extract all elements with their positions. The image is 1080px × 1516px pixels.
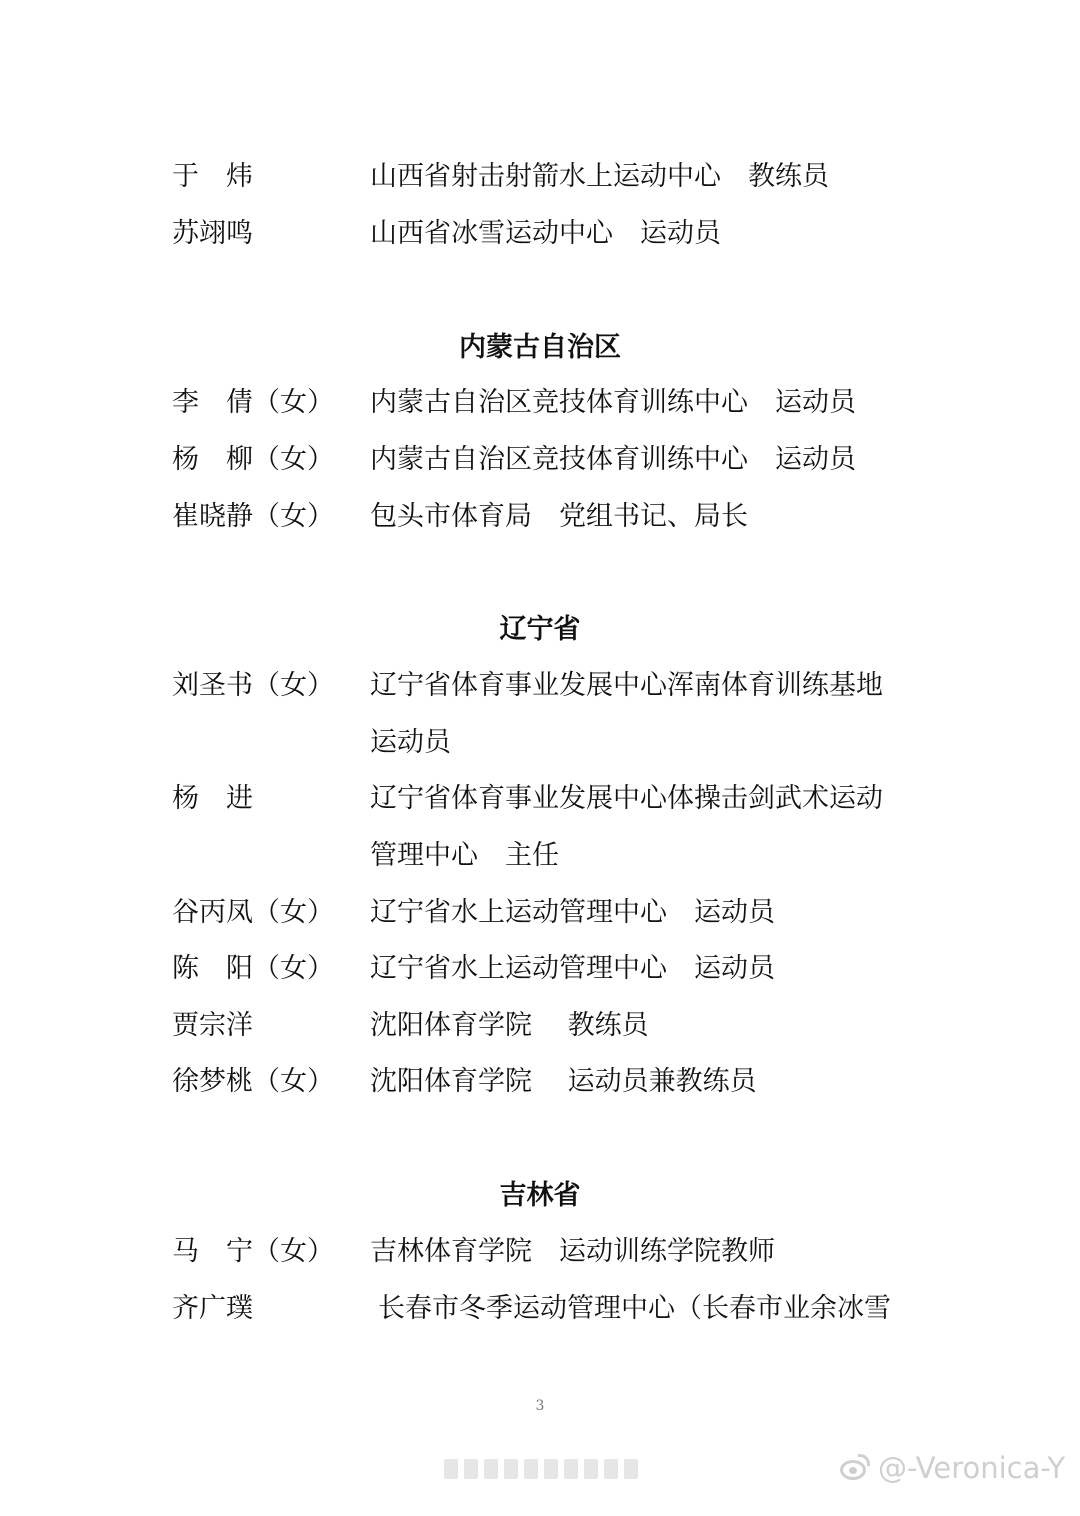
- section-heading: 内蒙古自治区: [459, 332, 621, 363]
- person-affiliation: 吉林体育学院 运动训练学院教师: [370, 1236, 775, 1267]
- person-name: 陈 阳（女）: [172, 953, 334, 984]
- person-affiliation: 辽宁省体育事业发展中心浑南体育训练基地: [370, 670, 883, 701]
- list-item: [0, 666, 1080, 706]
- page-number: 3: [535, 1398, 545, 1414]
- person-name: 徐梦桃（女）: [172, 1066, 334, 1097]
- section-heading: 吉林省: [499, 1180, 581, 1211]
- person-name: 崔晓静（女）: [172, 501, 334, 532]
- person-name: 杨 进: [172, 783, 253, 814]
- list-item-continuation: [0, 723, 1080, 763]
- person-affiliation: 运动员: [370, 727, 451, 758]
- list-item: [0, 157, 1080, 197]
- section-heading: 辽宁省: [499, 614, 581, 645]
- person-affiliation: 山西省冰雪运动中心 运动员: [370, 218, 721, 249]
- person-affiliation: 沈阳体育学院 教练员: [370, 1010, 649, 1041]
- person-affiliation: 辽宁省水上运动管理中心 运动员: [370, 897, 775, 928]
- list-item: [0, 440, 1080, 480]
- list-item: [0, 1289, 1080, 1329]
- person-name: 贾宗洋: [172, 1010, 253, 1041]
- person-name: 苏翊鸣: [172, 218, 253, 249]
- person-affiliation: 沈阳体育学院 运动员兼教练员: [370, 1066, 757, 1097]
- person-affiliation: 管理中心 主任: [370, 840, 559, 871]
- weibo-logo-icon: [838, 1454, 872, 1482]
- person-affiliation: 内蒙古自治区竞技体育训练中心 运动员: [370, 444, 856, 475]
- person-name: 谷丙凤（女）: [172, 897, 334, 928]
- list-item: [0, 779, 1080, 819]
- person-affiliation: 内蒙古自治区竞技体育训练中心 运动员: [370, 387, 856, 418]
- redaction-bar: [444, 1459, 638, 1479]
- person-affiliation: 辽宁省体育事业发展中心体操击剑武术运动: [370, 783, 883, 814]
- person-name: 齐广璞: [172, 1293, 253, 1324]
- person-affiliation: 辽宁省水上运动管理中心 运动员: [370, 953, 775, 984]
- list-item: [0, 383, 1080, 423]
- list-item: [0, 1062, 1080, 1102]
- person-affiliation: 山西省射击射箭水上运动中心 教练员: [370, 161, 829, 192]
- person-affiliation: 包头市体育局 党组书记、局长: [370, 501, 748, 532]
- person-name: 杨 柳（女）: [172, 444, 334, 475]
- person-affiliation: 长春市冬季运动管理中心（长春市业余冰雪: [378, 1293, 891, 1324]
- list-item-continuation: [0, 836, 1080, 876]
- list-item: [0, 497, 1080, 537]
- person-name: 刘圣书（女）: [172, 670, 334, 701]
- watermark-text: @-Veronica-Y: [878, 1451, 1066, 1485]
- list-item: [0, 893, 1080, 933]
- list-item: [0, 214, 1080, 254]
- person-name: 马 宁（女）: [172, 1236, 334, 1267]
- person-name: 于 炜: [172, 161, 253, 192]
- list-item: [0, 1232, 1080, 1272]
- list-item: [0, 949, 1080, 989]
- person-name: 李 倩（女）: [172, 387, 334, 418]
- watermark: [838, 1448, 1065, 1488]
- list-item: [0, 1006, 1080, 1046]
